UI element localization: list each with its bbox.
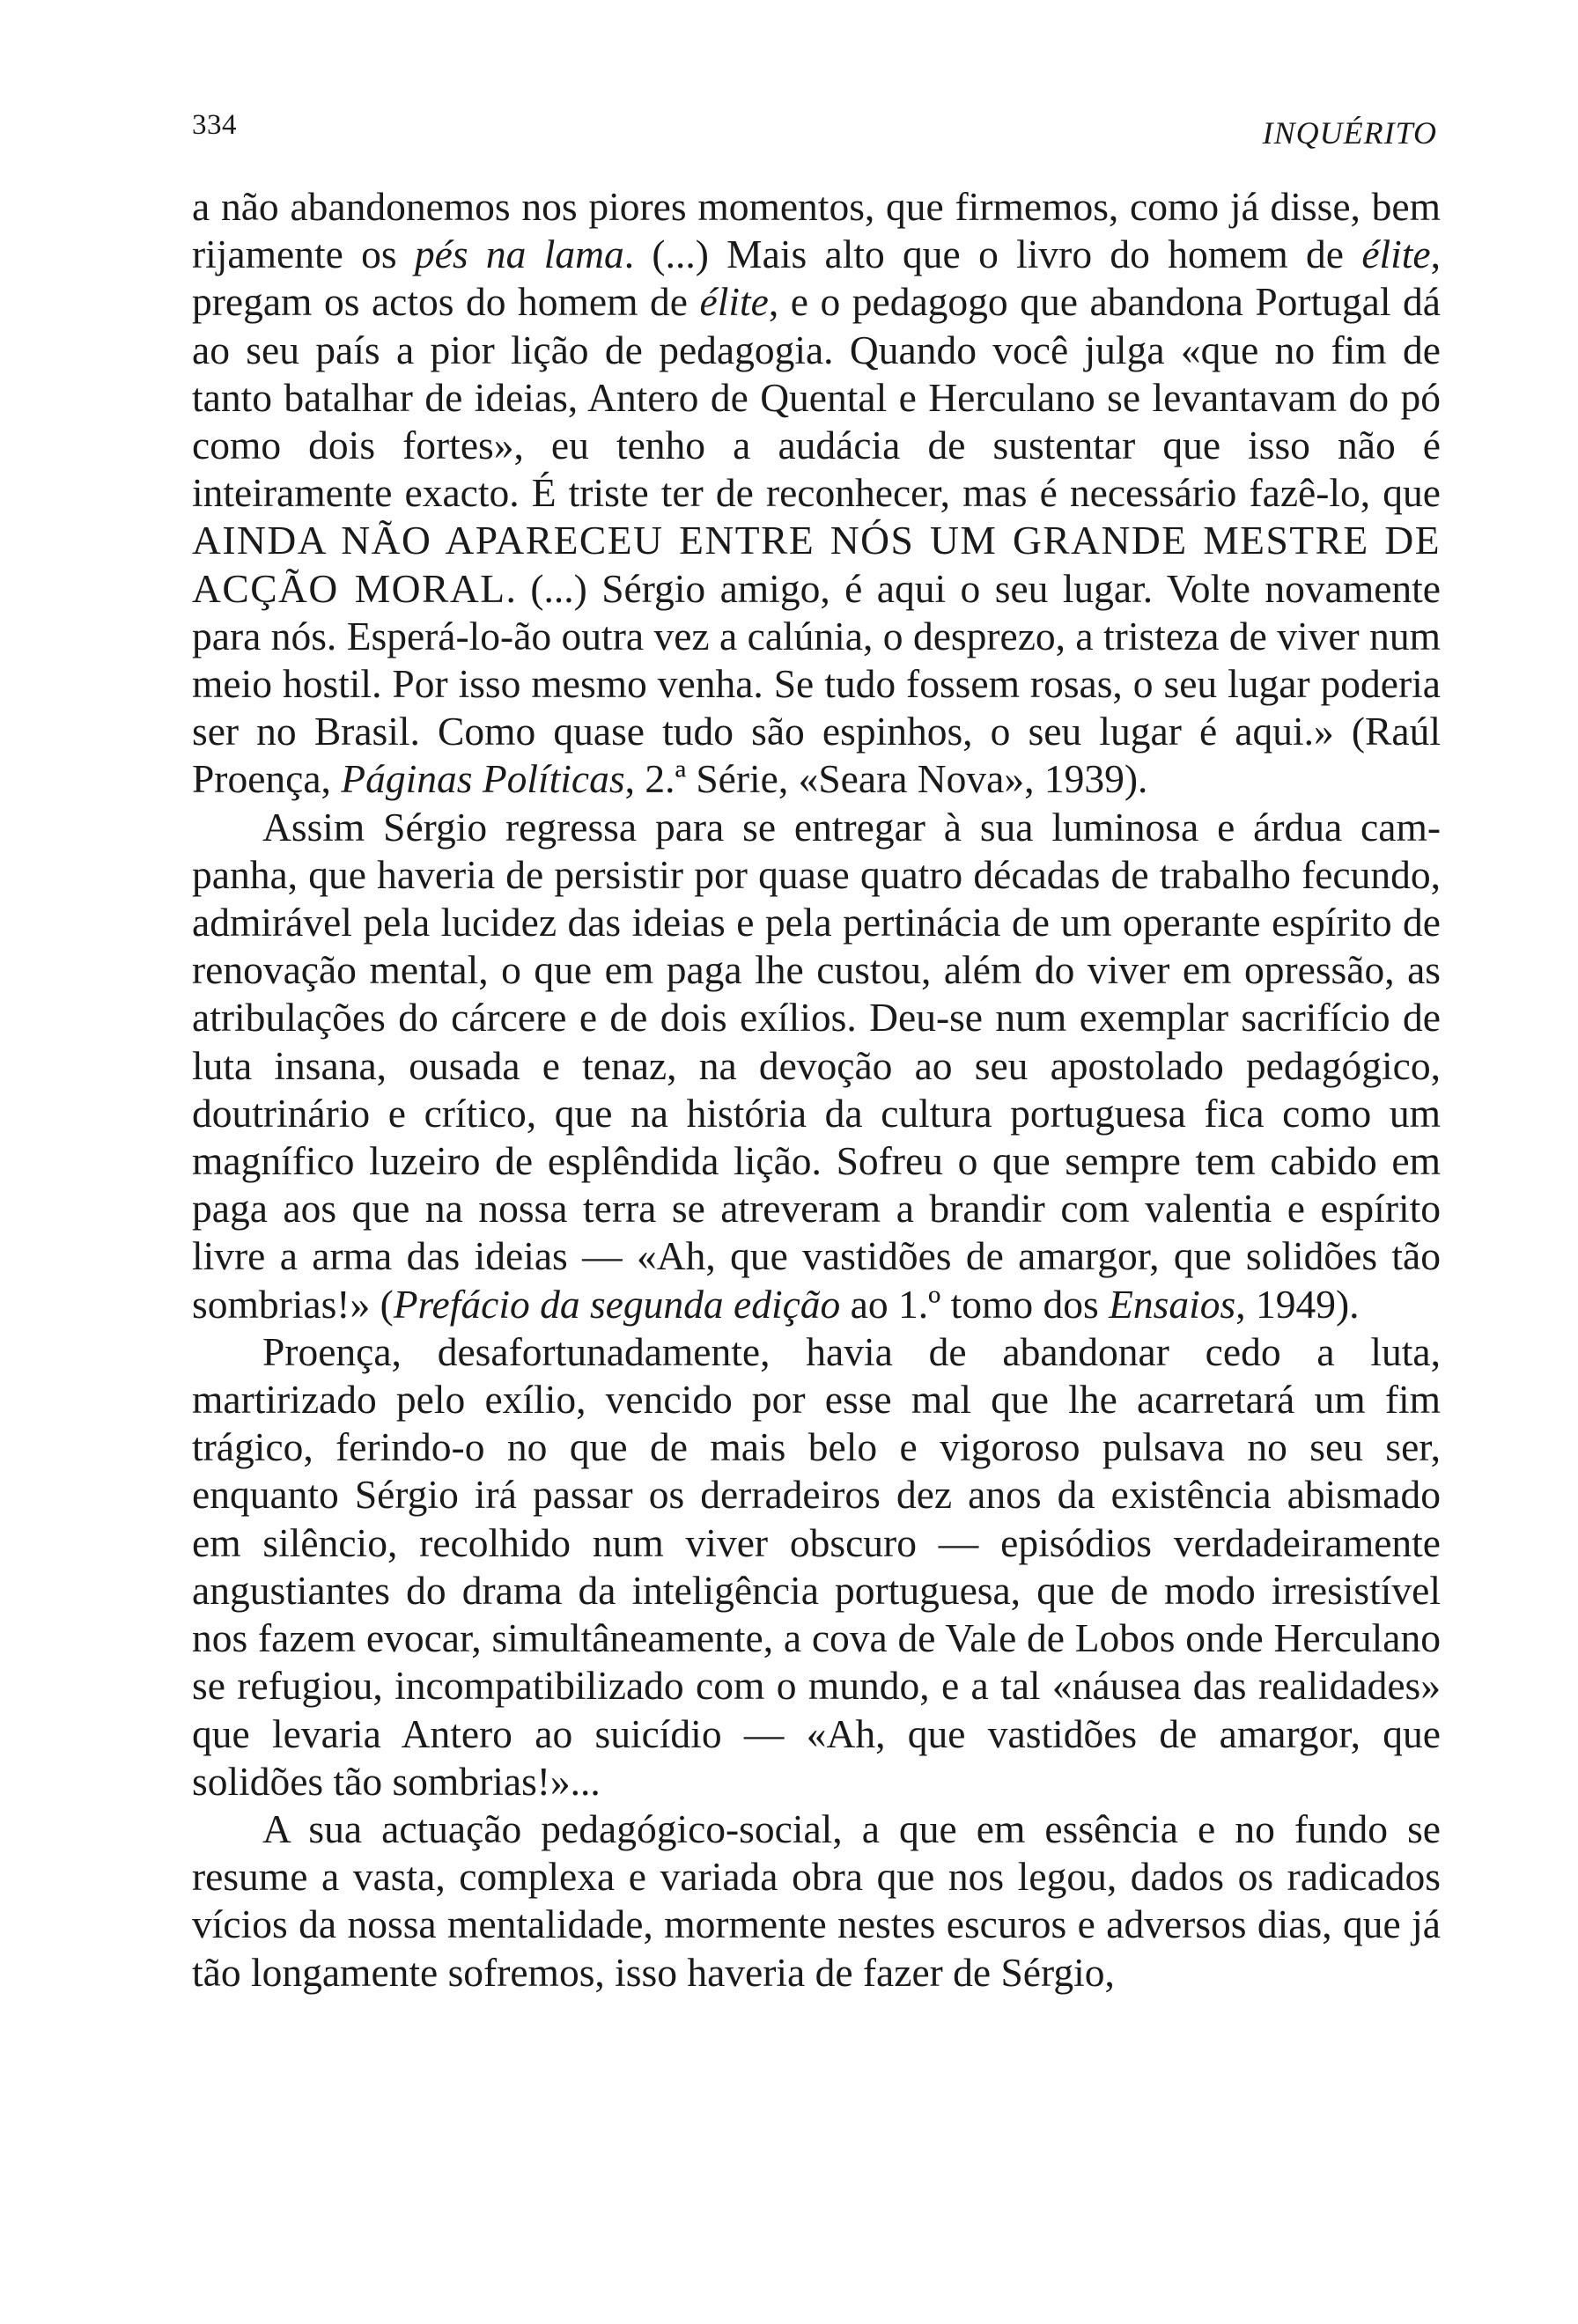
text-run: , e o pedagogo que abandona Portugal dá ao seu país a pior lição de pedagogia. Quando você julga «que no fim de tanto batalhar de ideias, Antero de Quental e Herculano se levantavam do pó como dois fortes», eu tenho a audácia de sustentar que isso não é inteiramente exacto. É triste ter de reconhecer, mas é necessário fazê-lo, que — [192, 279, 1441, 516]
italic-text: Páginas Políticas — [341, 756, 625, 802]
text-run: A sua actuação pedagógico-social, a que em essência e no fundo se resume a vasta, complexa e variada obra que nos legou, dados os radicados vícios da nossa mentalidade, mormente nestes escuros e adversos dias, que já tão longamente sofremos, isso haveria de fazer de Sérgio, — [192, 1806, 1441, 1995]
text-run: ao 1.º tomo dos — [840, 1281, 1110, 1327]
page-number: 334 — [192, 109, 237, 141]
running-title: INQUÉRITO — [1262, 115, 1437, 151]
text-run: , 1949). — [1235, 1281, 1360, 1327]
text-run: . (...) Mais alto que o livro do homem de — [623, 232, 1362, 277]
text-run: . (...) Sérgio amigo, é aqui o seu lugar. Volte novamente para nós. Esperá-lo-ão outra vez a calúnia, o desprezo, a tristeza de viver num meio hostil. Por isso mesmo venha. Se tudo fossem rosas, o seu lugar poderia ser no Brasil. Como quase tudo são espinhos, o seu lugar é aqui.» (Raúl Proença, — [192, 565, 1442, 802]
italic-text: Ensaios — [1109, 1281, 1236, 1327]
italic-text: Prefácio da segunda edição — [393, 1281, 841, 1327]
italic-text: élite — [1361, 232, 1431, 277]
italic-text: pés na lama — [414, 232, 624, 277]
text-run: Proença, desafortunadamente, havia de abandonar cedo a luta, martirizado pelo exílio, vencido por esse mal que lhe acarretará um fim trágico, ferindo-o no que de mais belo e vigoroso pulsava no seu ser, enquanto Sérgio irá passar os derradeiros dez anos da existência abismado em silêncio, recolhido num viver obscuro — episódios verdadeiramente angustiantes do drama da inteligência portuguesa, que de modo irresistível nos fazem evocar, simultâneamente, a cova de Vale de Lobos onde Herculano se refugiou, incompatibilizado com o mundo, e a tal «náusea das realidades» que levaria Antero ao suicídio — «Ah, que vastidões de amargor, que solidões tão sombrias!»... — [192, 1328, 1441, 1804]
text-run: Assim Sérgio regressa para se entregar à sua luminosa e árdua campanha, que haveria de persistir por quase quatro décadas de trabalho fecundo, admirável pela lucidez das ideias e pela pertinácia de um operante espírito de renovação mental, o que em paga lhe custou, além do viver em opressão, as atribulações do cárcere e de dois exílios. Deu-se num exemplar sacrifício de luta insana, ousada e tenaz, na devoção ao seu apostolado pedagógico, doutrinário e crítico, que na história da cultura portuguesa fica como um magnífico luzeiro de esplêndida lição. Sofreu o que sempre tem cabido em paga aos que na nossa terra se atreveram a brandir com valentia e espírito livre a arma das ideias — «Ah, que vastidões de amargor, que solidões tão sombrias!» ( — [192, 804, 1441, 1327]
text-run: , 2.ª Série, «Seara Nova», 1939). — [624, 756, 1148, 802]
paragraph — [192, 804, 1441, 1328]
text-run: , pregam os actos do homem de — [192, 232, 1442, 325]
paragraph — [192, 1806, 1441, 1997]
text-run: a não abandonemos nos piores momentos, que firmemos, como já disse, bem rijamente os — [192, 184, 1441, 277]
body-text — [192, 183, 1441, 1997]
capitals-text: AINDA NÃO APARECEU ENTRE NÓS UM GRANDE MESTRE DE ACÇÃO MORAL — [192, 518, 1441, 611]
paragraph — [192, 1328, 1441, 1806]
paragraph — [192, 183, 1441, 804]
italic-text: élite — [699, 279, 769, 325]
